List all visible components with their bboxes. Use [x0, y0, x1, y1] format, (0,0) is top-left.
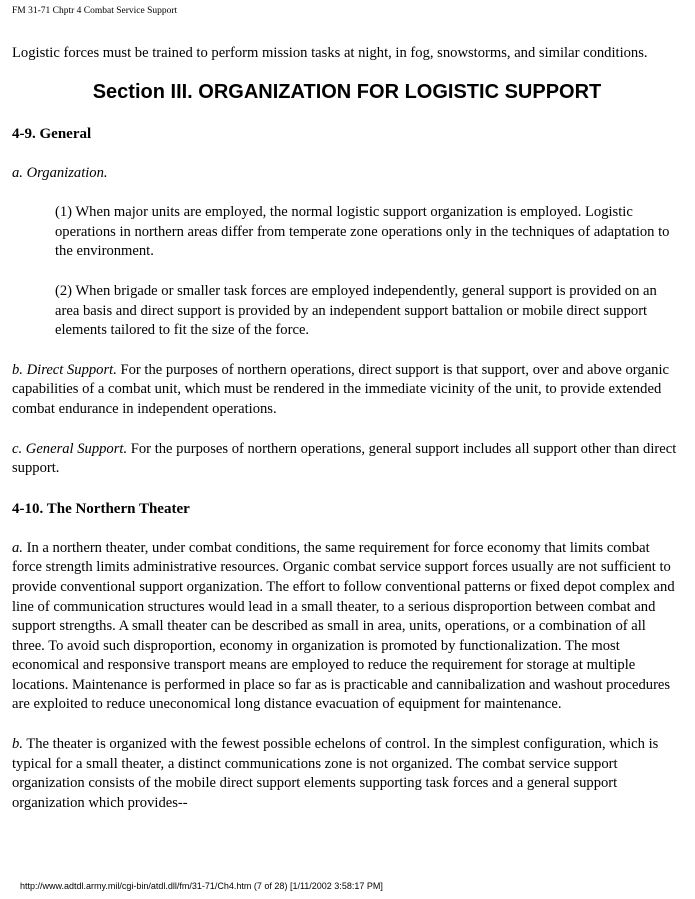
heading-4-9: 4-9. General — [12, 125, 92, 142]
paragraph-general-support — [12, 440, 682, 479]
theater-b-label: b. — [12, 736, 23, 753]
paragraph-a2: (2) When brigade or smaller task forces are employed independently, general support is provided on an area basis and direct support is provided by an independent support battalion or mobile direct support elements tailored to fit the size of the force. — [55, 282, 657, 339]
general-support-text: For the purposes of northern operations, general support includes all support other than direct support. — [12, 440, 677, 477]
heading-4-10: 4-10. The Northern Theater — [12, 500, 190, 517]
intro-paragraph: Logistic forces must be trained to perform mission tasks at night, in fog, snowstorms, and similar conditions. — [12, 45, 648, 61]
page-footer-url: http://www.adtdl.army.mil/cgi-bin/atdl.dll/fm/31-71/Ch4.htm (7 of 28) [1/11/2002 3:58:17 PM] — [20, 881, 383, 891]
direct-support-label: b. Direct Support. — [12, 361, 117, 378]
theater-a-label: a. — [12, 539, 23, 556]
direct-support-text: For the purposes of northern operations, direct support is that support, over and above organic capabilities of a combat unit, which must be rendered in the immediate vicinity of the unit, to provide extended combat endurance in independent operations. — [12, 361, 669, 417]
paragraph-theater-a — [12, 539, 682, 715]
page-header: FM 31-71 Chptr 4 Combat Service Support — [12, 6, 178, 16]
organization-label: a. Organization. — [12, 164, 108, 181]
general-support-label: c. General Support. — [12, 440, 128, 457]
paragraph-direct-support — [12, 361, 682, 420]
paragraph-theater-b — [12, 735, 682, 813]
paragraph-a1: (1) When major units are employed, the normal logistic support organization is employed. Logistic operations in northern areas differ from temperate zone operations only in the techniques of adaptation to the environment. — [55, 204, 670, 260]
theater-b-text: The theater is organized with the fewest possible echelons of control. In the simplest configuration, which is typical for a small theater, a distinct communications zone is not organized. The combat service support organization consists of the mobile direct support elements supporting task forces and a general support organization which provides-- — [12, 736, 659, 811]
section-title: Section III. ORGANIZATION FOR LOGISTIC SUPPORT — [92, 80, 602, 103]
theater-a-text: In a northern theater, under combat conditions, the same requirement for force economy that limits combat force strength limits administrative resources. Organic combat service support forces usually are not sufficient to provide conventional support organization. The effort to follow conventional patterns or fixed depot complex and line of communication structures would lead in a small theater, to a serious disproportion between combat and support strengths. A small theater can be described as small in area, units, operations, or a combination of all three. To avoid such disproportion, economy in organization is promoted by functionalization. The most economical and responsive transport means are employed to reduce the requirement for storage at multiple locations. Maintenance is performed in place so far as is practicable and cannibalization and washout procedures are exploited to reduce uneconomical long distance evacuation of equipment for maintenance. — [12, 539, 675, 713]
document-body — [12, 44, 682, 813]
